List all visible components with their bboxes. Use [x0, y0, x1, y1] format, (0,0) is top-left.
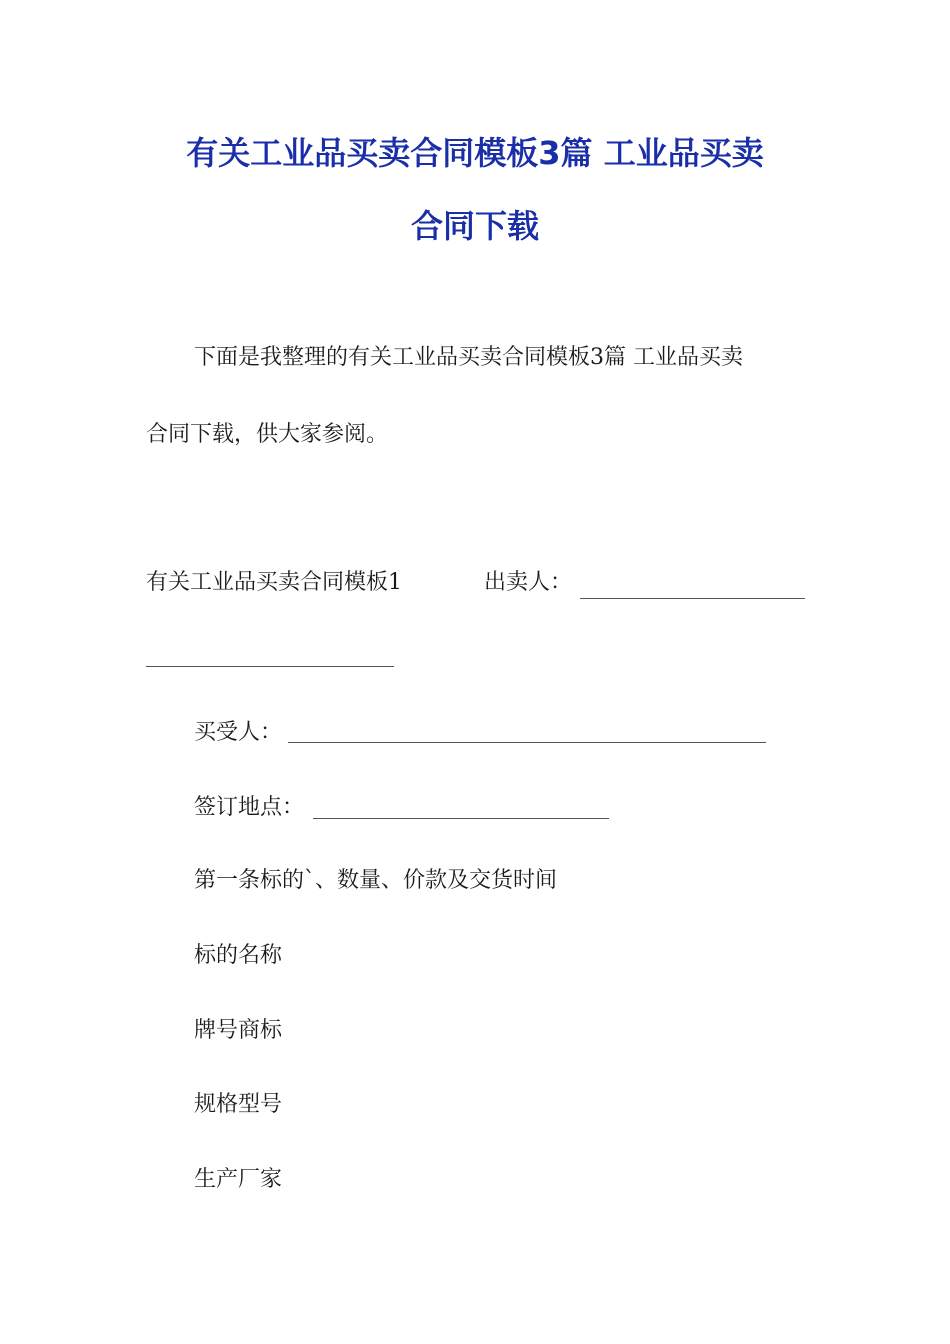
item-spec-model: 规格型号	[194, 1092, 283, 1117]
seller-blank-line-continued	[146, 646, 394, 667]
intro-line1: 下面是我整理的有关工业品买卖合同模板3篇 工业品买卖	[194, 345, 743, 370]
article-1-heading: 第一条标的`、数量、价款及交货时间	[194, 868, 558, 893]
seller-label: 出卖人：	[484, 570, 573, 595]
intro-line2: 合同下载，供大家参阅。	[146, 422, 389, 447]
item-manufacturer: 生产厂家	[194, 1167, 283, 1192]
template-heading: 有关工业品买卖合同模板1	[146, 570, 402, 595]
item-brand-trademark: 牌号商标	[194, 1018, 283, 1043]
signing-place-blank-line	[313, 798, 609, 819]
buyer-label: 买受人：	[194, 720, 283, 745]
document-title-line2: 合同下载	[410, 207, 539, 245]
document-title-line1: 有关工业品买卖合同模板3篇 工业品买卖	[186, 134, 764, 172]
item-subject-name: 标的名称	[194, 943, 283, 968]
buyer-blank-line	[288, 722, 766, 743]
signing-place-label: 签订地点：	[194, 795, 305, 820]
seller-blank-line	[580, 578, 805, 599]
